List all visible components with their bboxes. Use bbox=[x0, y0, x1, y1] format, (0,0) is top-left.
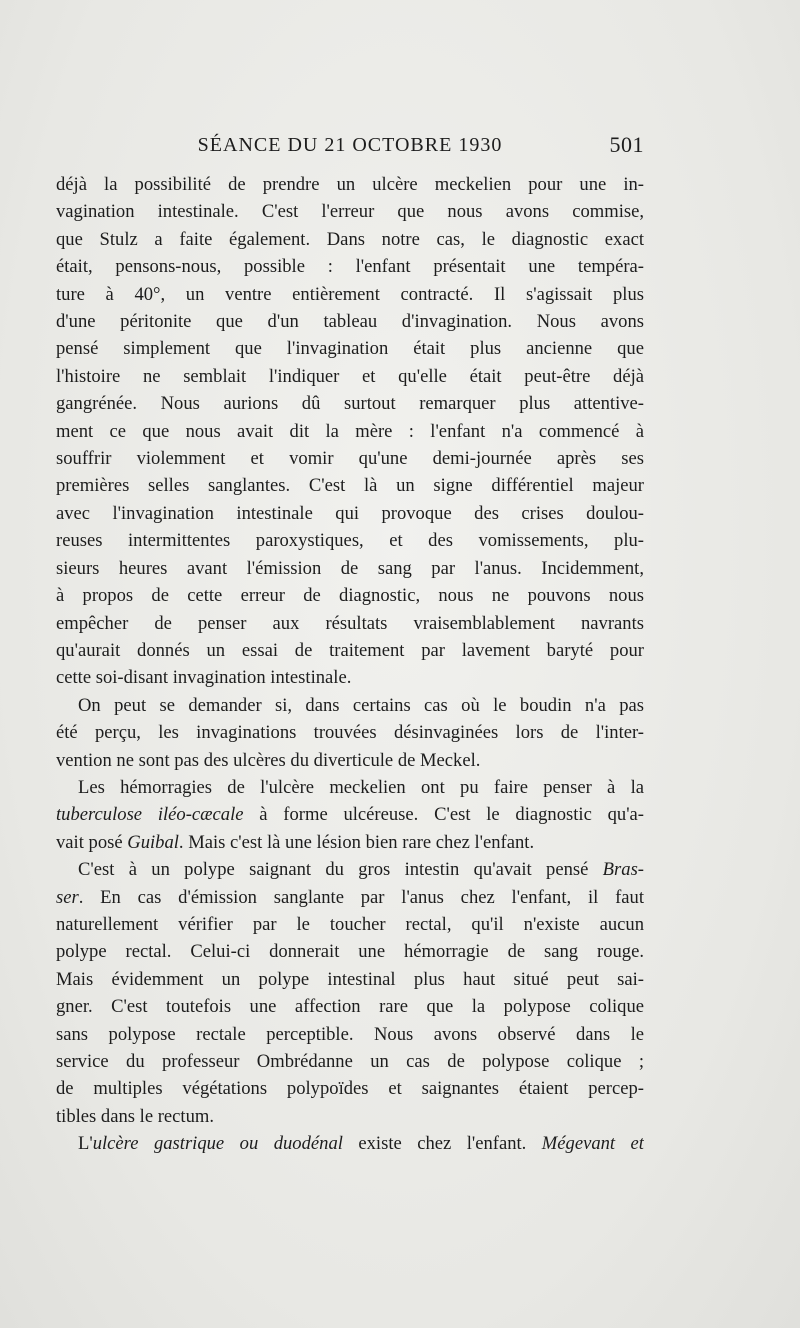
text-line: ture à 40°, un ventre entièrement contracté. Il s'agissait plus bbox=[56, 283, 644, 305]
running-header bbox=[56, 132, 644, 162]
text-line: vait posé Guibal. Mais c'est là une lésion bien rare chez l'enfant. bbox=[56, 831, 535, 853]
paragraph bbox=[56, 692, 644, 774]
text-line: sans polypose rectale perceptible. Nous avons observé dans le bbox=[56, 1023, 644, 1045]
text-line: polype rectal. Celui-ci donnerait une hémorragie de sang rouge. bbox=[56, 941, 644, 963]
text-line: reuses intermittentes paroxystiques, et des vomissements, plu- bbox=[56, 530, 644, 552]
text-line: naturellement vérifier par le toucher rectal, qu'il n'existe aucun bbox=[56, 913, 644, 935]
text-line: Mais évidemment un polype intestinal plus haut situé peut sai- bbox=[56, 968, 644, 990]
text-line: à propos de cette erreur de diagnostic, nous ne pouvons nous bbox=[56, 585, 644, 607]
text-line: empêcher de penser aux résultats vraisemblablement navrants bbox=[56, 612, 644, 634]
text-line: que Stulz a faite également. Dans notre cas, le diagnostic exact bbox=[56, 228, 644, 250]
text-line: cette soi-disant invagination intestinale. bbox=[56, 667, 352, 689]
text-line: vention ne sont pas des ulcères du diverticule de Meckel. bbox=[56, 749, 481, 771]
running-title: SÉANCE DU 21 OCTOBRE 1930 bbox=[197, 134, 503, 156]
paragraph bbox=[56, 774, 644, 856]
text-line: de multiples végétations polypoïdes et saignantes étaient percep- bbox=[56, 1078, 644, 1100]
paragraph bbox=[56, 1130, 644, 1157]
text-line: ment ce que nous avait dit la mère : l'enfant n'a commencé à bbox=[56, 420, 644, 442]
page-number: 501 bbox=[609, 132, 644, 157]
text-line: ser. En cas d'émission sanglante par l'anus chez l'enfant, il faut bbox=[56, 886, 644, 908]
text-line: L'ulcère gastrique ou duodénal existe chez l'enfant. Mégevant et bbox=[78, 1133, 644, 1155]
text-line: déjà la possibilité de prendre un ulcère meckelien pour une in- bbox=[56, 174, 644, 195]
text-line: sieurs heures avant l'émission de sang par l'anus. Incidemment, bbox=[56, 557, 644, 579]
text-line: C'est à un polype saignant du gros intestin qu'avait pensé Bras- bbox=[78, 859, 644, 881]
text-line: souffrir violemment et vomir qu'une demi-journée après ses bbox=[56, 448, 644, 470]
text-line: qu'aurait donnés un essai de traitement par lavement baryté pour bbox=[56, 639, 644, 661]
text-line: tuberculose iléo-cæcale à forme ulcéreuse. C'est le diagnostic qu'a- bbox=[56, 804, 644, 826]
text-line: l'histoire ne semblait l'indiquer et qu'elle était peut-être déjà bbox=[56, 365, 644, 387]
text-line: avec l'invagination intestinale qui provoque des crises doulou- bbox=[56, 502, 644, 524]
text-line: On peut se demander si, dans certains cas où le boudin n'a pas bbox=[78, 694, 644, 716]
text-line: gner. C'est toutefois une affection rare que la polypose colique bbox=[56, 996, 644, 1018]
text-line: vagination intestinale. C'est l'erreur que nous avons commise, bbox=[56, 201, 644, 223]
text-line: tibles dans le rectum. bbox=[56, 1105, 215, 1127]
text-line: service du professeur Ombrédanne un cas de polypose colique ; bbox=[56, 1051, 644, 1072]
paragraph bbox=[56, 856, 644, 1130]
text-line: premières selles sanglantes. C'est là un signe différentiel majeur bbox=[56, 475, 644, 497]
text-line: gangrénée. Nous aurions dû surtout remarquer plus attentive- bbox=[56, 393, 644, 415]
paragraph bbox=[56, 171, 644, 692]
text-line: été perçu, les invaginations trouvées désinvaginées lors de l'inter- bbox=[56, 722, 644, 744]
text-line: pensé simplement que l'invagination était plus ancienne que bbox=[56, 338, 644, 360]
body-text bbox=[56, 171, 644, 1158]
text-line: était, pensons-nous, possible : l'enfant présentait une tempéra- bbox=[56, 256, 644, 278]
text-line: d'une péritonite que d'un tableau d'invagination. Nous avons bbox=[56, 311, 644, 333]
text-line: Les hémorragies de l'ulcère meckelien ont pu faire penser à la bbox=[78, 776, 644, 798]
